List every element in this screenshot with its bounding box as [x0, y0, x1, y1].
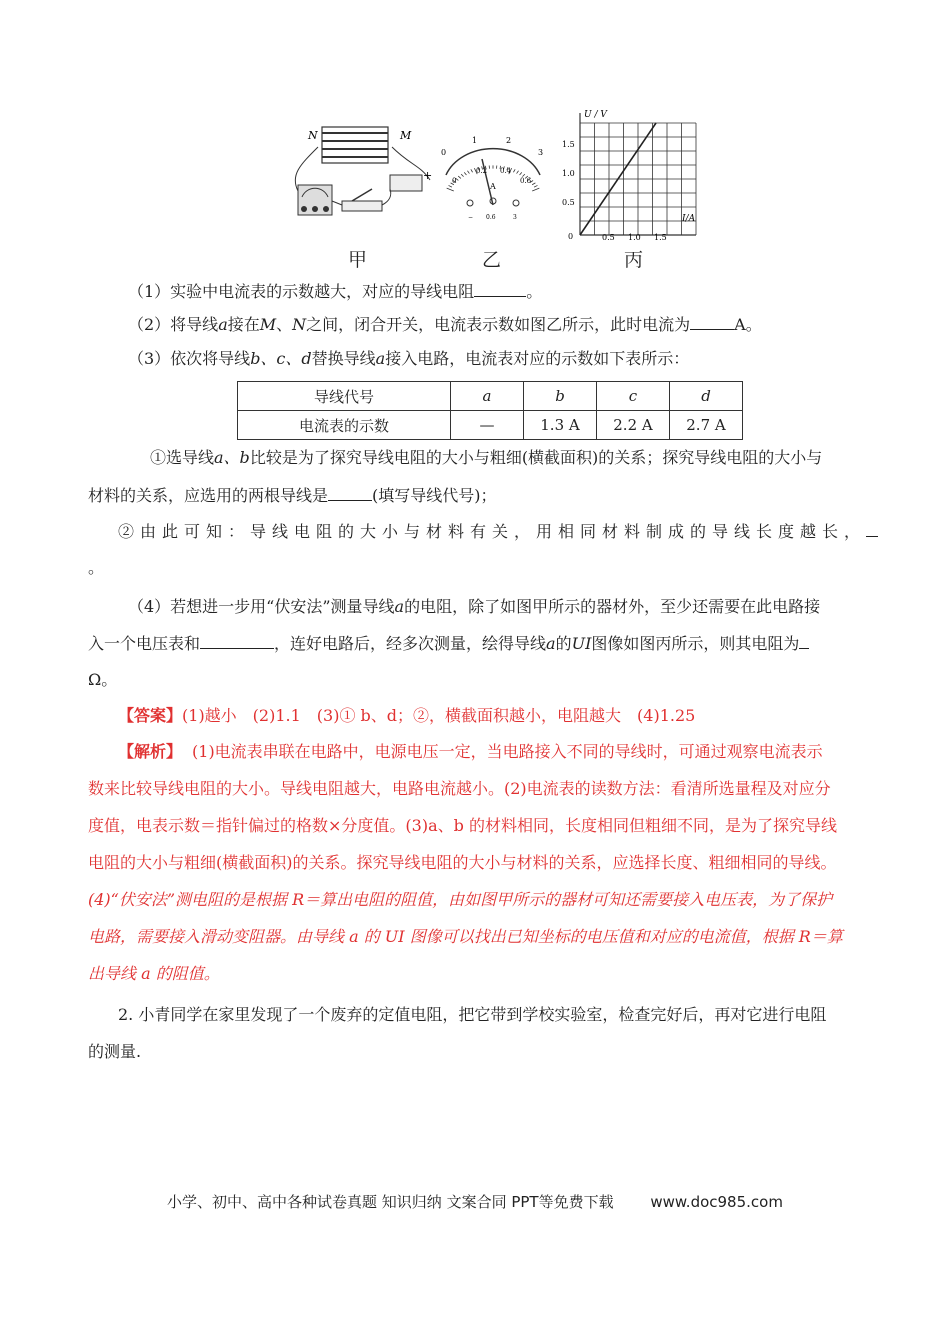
label-n: N — [308, 129, 318, 142]
dial-tick — [464, 172, 466, 175]
footer-text: 小学、初中、高中各种试卷真题 知识归纳 文案合同 PPT等免费下载 — [167, 1193, 614, 1211]
caption-yi: 乙 — [482, 249, 502, 271]
dial-tick — [471, 169, 473, 172]
analysis-line-7: 出导线 a 的阻值。 — [88, 964, 220, 983]
answer-line — [118, 704, 870, 728]
table-cell: 1.3 A — [524, 411, 597, 440]
terminal-label: 3 — [513, 214, 517, 221]
terminal-label: − — [468, 214, 474, 221]
question-4a: （4）若想进一步用“伏安法”测量导线a的电阻，除了如图甲所示的器材外，至少还需要在此电路接 — [128, 597, 821, 616]
upper-tick: 1 — [472, 136, 478, 145]
analysis-line-4: 电阻的大小与粗细(横截面积)的关系。探究导线电阻的大小与材料的关系，应选择长度、粗细相同的导线。 — [88, 853, 837, 872]
dial-tick — [449, 185, 452, 187]
page-footer — [0, 1191, 950, 1212]
dial-tick — [534, 185, 537, 187]
ui-graph — [560, 105, 700, 240]
table-cell: c — [597, 382, 670, 411]
circuit-diagram — [260, 105, 440, 235]
sub-question-1b: 材料的关系，应选用的两根导线是 (填写导线代号)； — [88, 486, 497, 505]
y-tick: 1.0 — [562, 169, 575, 178]
figure-group — [260, 105, 700, 275]
ammeter-dial — [438, 125, 548, 235]
question-4b: 入一个电压表和 ，连好电路后，经多次测量，绘得导线a的UI图像如图丙所示，则其电阻为 — [88, 632, 870, 656]
answer-label: 【答案】 — [118, 706, 183, 725]
dial-tick — [467, 171, 469, 174]
y-tick: 0.5 — [562, 198, 575, 207]
analysis-line-3: 度值，电表示数＝指针偏过的格数×分度值。(3)a、b 的材料相同，长度相同但粗细不同，是为了探究导线 — [88, 816, 837, 835]
upper-tick: 3 — [538, 148, 544, 157]
caption-jia: 甲 — [348, 249, 368, 271]
sub-question-2: ②由此可知：导线电阻的大小与材料有关，用相同材料制成的导线长度越长， — [118, 520, 870, 544]
analysis-label: 【解析】 — [118, 742, 183, 761]
problem-2-line-1: 2. 小青同学在家里发现了一个废弃的定值电阻，把它带到学校实验室，检查完好后，再对它进行电阻 — [118, 1005, 827, 1024]
x-tick: 0.5 — [602, 233, 615, 240]
footer-site-link[interactable]: www.doc985.com — [650, 1193, 783, 1211]
y-tick: 0 — [568, 232, 574, 240]
question-2: （2）将导线a接在M、N之间，闭合开关，电流表示数如图乙所示，此时电流为 A。 — [128, 315, 762, 334]
lower-tick: 0.4 — [500, 167, 512, 175]
x-tick: 1.0 — [628, 233, 641, 240]
sub-question-2-end: 。 — [88, 558, 105, 577]
analysis-line-2: 数来比较导线电阻的大小。导线电阻越大，电路电流越小。(2)电流表的读数方法：看清所选量程及对应分 — [88, 779, 831, 798]
dial-tick — [447, 188, 454, 191]
table-cell: b — [524, 382, 597, 411]
analysis-line-5: (4)“伏安法”测电阻的是根据 R＝算出电阻的阻值，由如图甲所示的器材可知还需要接入电压表，为了保护 — [88, 890, 833, 909]
table-cell: 2.2 A — [597, 411, 670, 440]
dial-tick — [513, 169, 515, 172]
question-1: （1）实验中电流表的示数越大，对应的导线电阻 。 — [128, 282, 543, 301]
question-4-end: Ω。 — [88, 670, 118, 689]
sub-question-1a: ①选导线a、b比较是为了探究导线电阻的大小与粗细(横截面积)的关系；探究导线电阻的大小与 — [150, 448, 823, 467]
lower-tick: 0.6 — [520, 177, 532, 185]
y-axis-label: U / V — [584, 110, 607, 120]
table-cell: d — [670, 382, 743, 411]
x-tick: 1.5 — [654, 233, 667, 240]
x-axis-label: I/A — [682, 214, 696, 224]
table-cell: 导线代号 — [238, 382, 451, 411]
upper-tick: 2 — [506, 136, 512, 145]
caption-bing: 丙 — [624, 249, 644, 271]
dial-tick — [461, 174, 463, 177]
terminal-label: 0.6 — [486, 214, 496, 221]
analysis-line-1: 【解析】 (1)电流表串联在电路中，电源电压一定，当电路接入不同的导线时，可通过观察电流表示 — [118, 742, 823, 761]
dial-tick — [458, 176, 461, 178]
table-cell: 2.7 A — [670, 411, 743, 440]
unit-label: A — [490, 182, 496, 191]
table-cell: 电流表的示数 — [238, 411, 451, 440]
dial-tick — [532, 188, 539, 191]
table-row — [238, 411, 743, 440]
upper-tick: 0 — [441, 148, 447, 157]
analysis-line-6: 电路，需要接入滑动变阻器。由导线 a 的 UI 图像可以找出已知坐标的电压值和对应的电流值，根据 R＝算 — [88, 927, 843, 946]
plus-sign: + — [423, 169, 433, 182]
table-cell: — — [451, 411, 524, 440]
problem-2-line-2: 的测量. — [88, 1042, 142, 1061]
lower-tick: 0 — [452, 177, 457, 185]
dial-tick — [517, 171, 519, 174]
graph-grid — [580, 123, 696, 235]
answer-text: (1)越小 (2)1.1 (3)① b、d；②，横截面积越小，电阻越大 (4)1.25 — [182, 706, 696, 725]
lower-tick: 0.2 — [476, 167, 488, 175]
table-cell: a — [451, 382, 524, 411]
table-row — [238, 382, 743, 411]
current-table — [237, 381, 743, 440]
question-3: （3）依次将导线b、c、d替换导线a接入电路，电流表对应的示数如下表所示： — [128, 349, 690, 368]
dial-tick — [520, 172, 522, 175]
label-m: M — [400, 129, 412, 142]
y-tick: 1.5 — [562, 140, 575, 149]
dial-tick — [532, 183, 535, 185]
